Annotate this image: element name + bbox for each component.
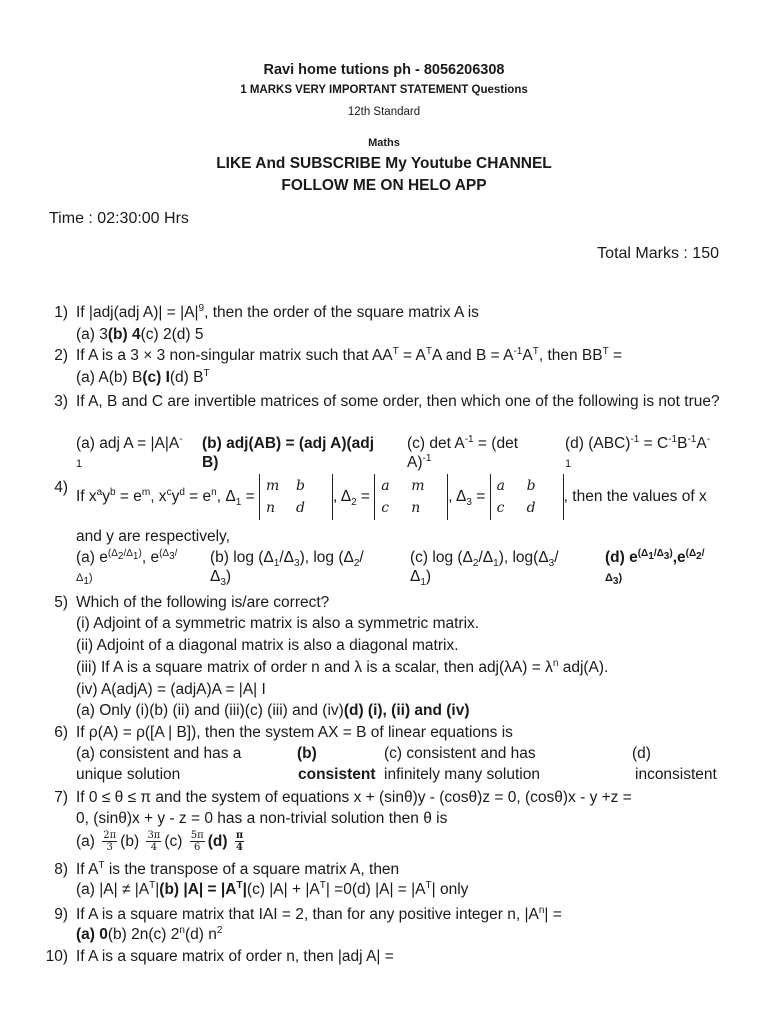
option-d[interactable]: (d) $|A| = |A^T|$ only xyxy=(351,879,469,898)
options-q9 xyxy=(76,925,222,944)
options-q5 xyxy=(76,701,470,720)
option-a-cont[interactable]: unique solution xyxy=(76,766,181,783)
total-marks: Total Marks : 150 xyxy=(597,245,719,262)
option-b[interactable]: (b) xyxy=(297,745,317,762)
option-b-cont[interactable]: consistent xyxy=(298,766,376,783)
header-subject: Maths xyxy=(368,137,400,149)
option-c[interactable]: (c) $\log (\Delta_2/\Delta_1)$, $\log(\Delta_3/$ $\Delta_1$) xyxy=(410,549,559,589)
option-a[interactable]: (a) consistent and has a xyxy=(76,745,242,762)
question-text: If A, B and C are invertible matrices of some order, then which one of the following is not true? xyxy=(76,393,720,410)
statement-1: (i) Adjoint of a symmetric matrix is also a symmetric matrix. xyxy=(76,615,480,632)
option-d[interactable]: (d) $e^{(\Delta_1/\Delta_3)},e^{(\Delta_2/}$ $\Delta_3$) xyxy=(605,547,705,588)
statement-3: (iii) If A is a square matrix of order n and λ is a scalar, then $adj(\lambda A) = \lambda^n$ adj(A). xyxy=(76,657,609,676)
option-a[interactable]: (a) 3 xyxy=(76,326,108,343)
question-number: 2) xyxy=(54,347,68,364)
option-d[interactable]: (d) $(ABC)^{-1} = C^{-1}B^{-1}A^-$ 1 xyxy=(565,433,711,470)
question-text-continued: and y are respectively, xyxy=(76,528,230,545)
question-text: If A is a 3 × 3 non-singular matrix such that $AA^T = A^TA$ and $B = A^{-1}A^T$, then $BB^T$ = xyxy=(76,345,623,364)
question-text: If 0 ≤ θ ≤ π and the system of equations x + (sinθ)y - (cosθ)z = 0, (cosθ)x - y +z = xyxy=(76,789,632,806)
header-subtitle: 1 MARKS VERY IMPORTANT STATEMENT Questions xyxy=(240,84,528,96)
option-c[interactable]: (c) 2 xyxy=(140,326,172,343)
option-b[interactable]: (b) 2n xyxy=(107,926,149,943)
option-c[interactable]: (c) I xyxy=(142,369,170,386)
option-b[interactable]: (b) (ii) and (iii) xyxy=(149,702,245,719)
options-q2 xyxy=(76,368,210,387)
option-c-cont[interactable]: infinitely many solution xyxy=(384,766,540,783)
option-d[interactable]: (d) xyxy=(632,745,651,762)
question-number: 8) xyxy=(54,861,68,878)
option-c[interactable]: (c) $|A| + |A^T| =0$ xyxy=(246,879,352,898)
option-d-cont[interactable]: inconsistent xyxy=(635,766,717,783)
header-subscribe: LIKE And SUBSCRIBE My Youtube CHANNEL xyxy=(216,155,552,172)
header-standard: 12th Standard xyxy=(347,106,421,118)
option-b[interactable]: (b) 4 xyxy=(107,326,141,343)
exam-time: Time : 02:30:00 Hrs xyxy=(49,210,189,227)
statement-2: (ii) Adjoint of a diagonal matrix is also a diagonal matrix. xyxy=(76,637,459,654)
question-number: 4) xyxy=(54,479,68,496)
question-text: If A is a square matrix that IAI = 2, than for any positive integer n, $|A^n|$ = xyxy=(76,904,562,923)
option-a[interactable]: (a) $e^{(\Delta_2/\Delta_1)}$, $e^{(\Delta_3/}$ $\Delta_1$) xyxy=(76,547,178,588)
question-text: If A is a square matrix of order n, then |adj A| = xyxy=(76,948,394,965)
matrix-delta-3: a b c d xyxy=(490,474,564,520)
option-d[interactable]: (d) $n^2$ xyxy=(184,924,223,943)
option-c[interactable]: (c) $\frac{5\pi}{6}$ xyxy=(164,830,204,854)
option-d[interactable]: (d) (i), (ii) and (iv) xyxy=(343,702,470,719)
question-text: If $A^T$ is the transpose of a square matrix A, then xyxy=(76,859,400,878)
option-d[interactable]: (d) $B^T$ xyxy=(169,367,210,386)
header-title: Ravi home tutions ph - 8056206308 xyxy=(263,62,505,78)
option-a[interactable]: (a) 0 xyxy=(76,926,108,943)
option-b[interactable]: (b) adj(AB) = (adj A)(adj B) xyxy=(202,435,375,471)
question-number: 1) xyxy=(54,304,68,321)
question-text: If ρ(A) = ρ([A | B]), then the system AX = B of linear equations is xyxy=(76,724,513,741)
question-number: 10) xyxy=(45,948,68,965)
header-follow: FOLLOW ME ON HELO APP xyxy=(281,177,487,194)
option-b[interactable]: (b) $\frac{3\pi}{4}$ xyxy=(120,830,161,854)
option-c[interactable]: (c) $\det A^{-1} = (\det$ A)$^{-1}$ xyxy=(407,433,518,471)
options-q1 xyxy=(76,325,203,344)
question-text: Which of the following is/are correct? xyxy=(76,594,330,611)
matrix-delta-2: a m c n xyxy=(374,474,448,520)
option-a[interactable]: (a) adj A = |A|A- 1 xyxy=(76,433,183,470)
option-d[interactable]: (d) 5 xyxy=(171,326,204,343)
option-a[interactable]: (a) $\frac{2\pi}{3}$ xyxy=(76,830,117,854)
question-number: 6) xyxy=(54,724,68,741)
options-q8 xyxy=(76,880,468,899)
question-number: 9) xyxy=(54,906,68,923)
option-c[interactable]: (c) (iii) and (iv) xyxy=(244,702,344,719)
question-text-continued: 0, (sinθ)x + y - z = 0 has a non-trivial solution then θ is xyxy=(76,810,448,827)
option-d[interactable]: (d) $\frac{\pi}{4}$ xyxy=(207,830,244,854)
statement-4: (iv) A(adjA) = (adjA)A = |A| I xyxy=(76,681,266,698)
matrix-delta-1: m b n d xyxy=(259,474,333,520)
option-b[interactable]: (b) $|A| = |A^T|$ xyxy=(159,879,247,898)
question-number: 7) xyxy=(54,789,68,806)
option-c[interactable]: (c) consistent and has xyxy=(384,745,536,762)
question-number: 5) xyxy=(54,594,68,611)
question-text: If |adj(adj $A)| = |A|^9$, then the order of the square matrix A is xyxy=(76,302,479,321)
option-a[interactable]: (a) A xyxy=(76,369,109,386)
option-a[interactable]: (a) Only (i) xyxy=(76,702,150,719)
option-b[interactable]: (b) B xyxy=(108,369,143,386)
question-text: If $x^ay^b = e^m$, $x^cy^d = e^n$, $\Delta_1 = m$ b n d, $\Delta_2 = a$ m c n, $\Delta_3 = a$ b c d, then the values of x xyxy=(76,474,707,520)
option-a[interactable]: (a) $|A| \ne |A^T|$ xyxy=(76,879,160,898)
options-q7 xyxy=(76,830,247,854)
question-number: 3) xyxy=(54,393,68,410)
option-b[interactable]: (b) $\log (\Delta_1/\Delta_3)$, $\log (\Delta_2/$ $\Delta_3$) xyxy=(210,549,364,589)
option-c[interactable]: (c) 2$^n$ xyxy=(148,924,185,943)
